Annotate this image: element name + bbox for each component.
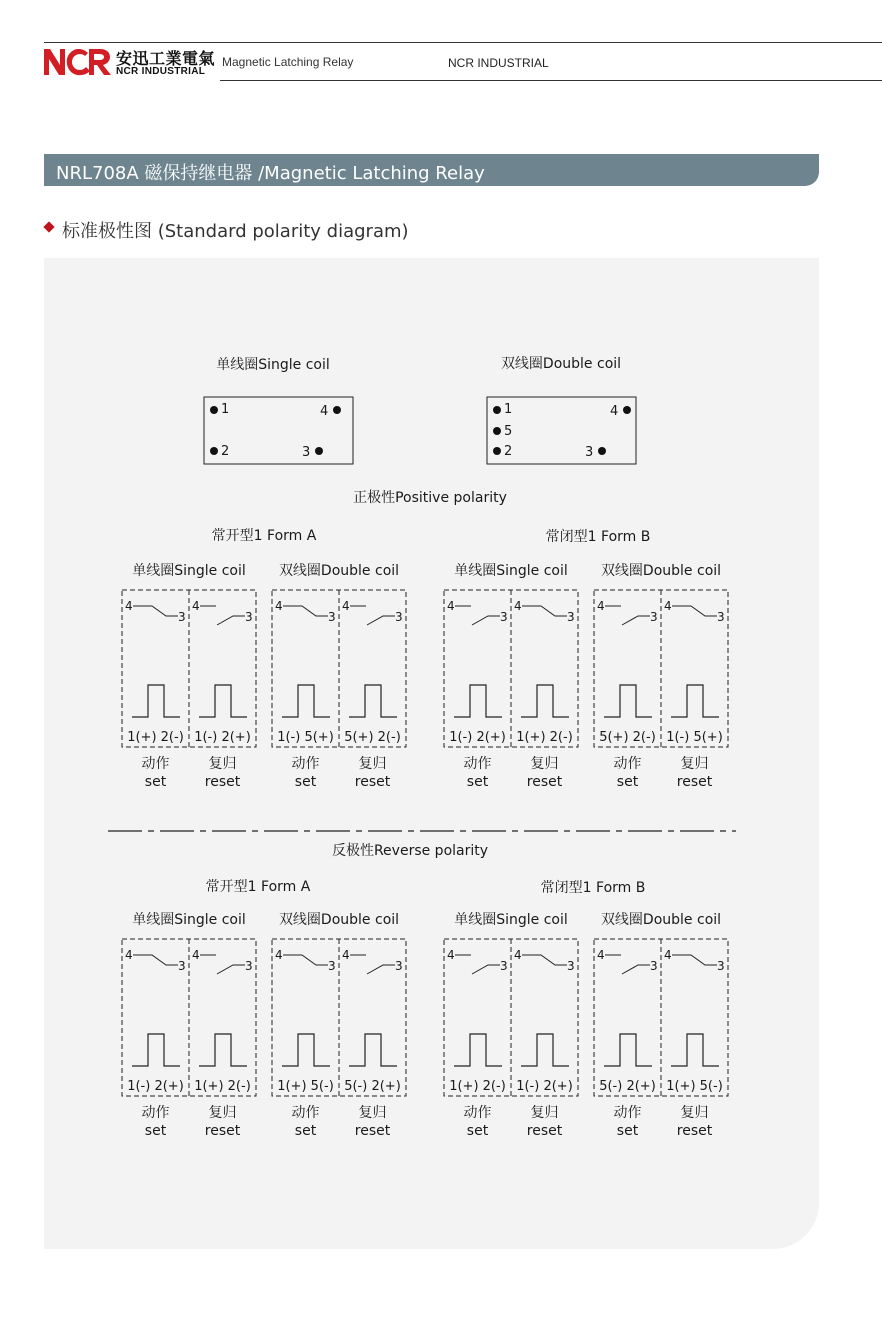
contact-terminal-4: 4 xyxy=(275,948,283,962)
action-label-en: set xyxy=(144,774,167,790)
pin-dot xyxy=(598,447,606,455)
action-label-cn: 复归 xyxy=(530,756,559,772)
coil-group-frame xyxy=(594,939,728,1096)
pin-label: 3 xyxy=(585,445,594,460)
relay-cell xyxy=(447,948,508,1139)
pinout-single-label: 单线圈Single coil xyxy=(216,357,330,373)
contact-terminal-3: 3 xyxy=(328,959,336,973)
relay-cell xyxy=(447,599,508,790)
contact-switch-open xyxy=(133,606,178,616)
terminal-polarity-label: 1(-) 2(+) xyxy=(449,730,506,745)
pin-dot xyxy=(493,427,501,435)
pin-dot xyxy=(315,447,323,455)
contact-switch-open xyxy=(283,606,328,616)
action-label-en: reset xyxy=(204,774,241,790)
relay-cell xyxy=(192,948,253,1139)
terminal-polarity-label: 5(-) 2(+) xyxy=(599,1079,656,1094)
terminal-polarity-label: 1(-) 2(+) xyxy=(194,730,251,745)
pinout-single-coil xyxy=(204,356,353,464)
contact-switch-open xyxy=(672,955,717,965)
pulse-waveform xyxy=(132,685,180,717)
action-label-en: reset xyxy=(354,774,391,790)
action-label-en: reset xyxy=(204,1123,241,1139)
relay-cell xyxy=(125,599,186,790)
pulse-waveform xyxy=(199,685,247,717)
coil-group-frame xyxy=(594,590,728,747)
reverse-polarity-label: 反极性Reverse polarity xyxy=(331,843,489,859)
pulse-waveform xyxy=(454,1034,502,1066)
action-label-en: reset xyxy=(676,774,713,790)
pin-dot xyxy=(623,406,631,414)
contact-terminal-3: 3 xyxy=(650,610,658,624)
terminal-polarity-label: 1(-) 2(+) xyxy=(516,1079,573,1094)
relay-cell xyxy=(664,599,725,790)
action-label-cn: 动作 xyxy=(463,756,492,772)
terminal-polarity-label: 1(+) 2(-) xyxy=(194,1079,251,1094)
contact-terminal-3: 3 xyxy=(500,610,508,624)
reverse-form-b-label: 常闭型1 Form B xyxy=(540,880,646,896)
contact-terminal-4: 4 xyxy=(125,599,133,613)
pin-dot xyxy=(493,447,501,455)
pulse-waveform xyxy=(671,685,719,717)
contact-terminal-4: 4 xyxy=(275,599,283,613)
action-label-en: reset xyxy=(354,1123,391,1139)
header-company-name: NCR INDUSTRIAL xyxy=(448,56,549,70)
action-label-cn: 动作 xyxy=(613,756,642,772)
contact-terminal-3: 3 xyxy=(650,959,658,973)
pulse-waveform xyxy=(454,685,502,717)
pin-label: 1 xyxy=(504,402,513,417)
pulse-waveform xyxy=(521,1034,569,1066)
reverse-form-a-label: 常开型1 Form A xyxy=(205,879,311,895)
pinout-double-coil xyxy=(487,355,636,464)
relay-cell xyxy=(342,599,403,790)
coil-group-frame xyxy=(272,590,406,747)
action-label-cn: 动作 xyxy=(141,756,170,772)
contact-switch-closed xyxy=(605,606,650,625)
pulse-waveform xyxy=(521,685,569,717)
pulse-waveform xyxy=(671,1034,719,1066)
contact-switch-closed xyxy=(200,955,245,974)
logo-chinese-name: 安迅工業電氣 xyxy=(116,49,216,68)
logo-english-name: NCR INDUSTRIAL xyxy=(116,66,206,77)
action-label-en: set xyxy=(616,774,639,790)
action-label-en: set xyxy=(466,774,489,790)
coil-group-frame xyxy=(444,590,578,747)
contact-terminal-4: 4 xyxy=(664,599,672,613)
relay-cell xyxy=(342,948,403,1139)
contact-terminal-4: 4 xyxy=(192,948,200,962)
reverse-coil-group xyxy=(272,911,406,1139)
terminal-polarity-label: 1(+) 5(-) xyxy=(666,1079,723,1094)
action-label-cn: 复归 xyxy=(358,756,387,772)
action-label-en: set xyxy=(616,1123,639,1139)
action-label-cn: 复归 xyxy=(530,1105,559,1121)
contact-switch-closed xyxy=(350,606,395,625)
contact-terminal-4: 4 xyxy=(597,599,605,613)
terminal-polarity-label: 5(-) 2(+) xyxy=(344,1079,401,1094)
action-label-en: set xyxy=(294,774,317,790)
pinout-double-label: 双线圈Double coil xyxy=(500,356,622,372)
action-label-cn: 动作 xyxy=(291,756,320,772)
relay-cell xyxy=(514,599,575,790)
contact-terminal-3: 3 xyxy=(328,610,336,624)
contact-terminal-3: 3 xyxy=(395,610,403,624)
contact-switch-closed xyxy=(605,955,650,974)
contact-terminal-4: 4 xyxy=(597,948,605,962)
action-label-cn: 动作 xyxy=(613,1105,642,1121)
relay-cell xyxy=(597,948,658,1139)
contact-terminal-4: 4 xyxy=(342,599,350,613)
contact-terminal-4: 4 xyxy=(514,599,522,613)
contact-terminal-3: 3 xyxy=(245,959,253,973)
pulse-waveform xyxy=(604,1034,652,1066)
action-label-en: reset xyxy=(676,1123,713,1139)
coil-group-frame xyxy=(444,939,578,1096)
coil-group-label: 单线圈Single coil xyxy=(454,563,568,579)
terminal-polarity-label: 1(-) 5(+) xyxy=(666,730,723,745)
contact-switch-open xyxy=(522,955,567,965)
contact-terminal-3: 3 xyxy=(178,610,186,624)
contact-switch-open xyxy=(522,606,567,616)
relay-cell xyxy=(597,599,658,790)
pin-label: 2 xyxy=(221,444,230,459)
title-bar-text: NRL708A 磁保持继电器 /Magnetic Latching Relay xyxy=(56,163,485,184)
contact-switch-closed xyxy=(200,606,245,625)
relay-cell xyxy=(192,599,253,790)
terminal-polarity-label: 1(-) 5(+) xyxy=(277,730,334,745)
pin-label: 1 xyxy=(221,402,230,417)
contact-terminal-4: 4 xyxy=(514,948,522,962)
contact-terminal-4: 4 xyxy=(447,948,455,962)
action-label-en: set xyxy=(294,1123,317,1139)
coil-group-frame xyxy=(122,939,256,1096)
contact-switch-closed xyxy=(455,606,500,625)
relay-cell xyxy=(275,948,336,1139)
coil-group-label: 单线圈Single coil xyxy=(132,912,246,928)
relay-cell xyxy=(125,948,186,1139)
pin-dot xyxy=(210,447,218,455)
terminal-polarity-label: 1(+) 2(-) xyxy=(449,1079,506,1094)
pin-label: 4 xyxy=(610,404,619,419)
pin-label: 2 xyxy=(504,444,513,459)
positive-coil-group xyxy=(594,562,728,790)
contact-switch-open xyxy=(283,955,328,965)
action-label-cn: 复归 xyxy=(680,756,709,772)
relay-cell xyxy=(514,948,575,1139)
contact-switch-closed xyxy=(455,955,500,974)
pulse-waveform xyxy=(282,685,330,717)
reverse-coil-group xyxy=(444,911,578,1139)
action-label-cn: 复归 xyxy=(208,1105,237,1121)
action-label-en: reset xyxy=(526,1123,563,1139)
coil-group-label: 双线圈Double coil xyxy=(278,912,400,928)
header-product-name: Magnetic Latching Relay xyxy=(222,55,354,69)
contact-terminal-3: 3 xyxy=(567,610,575,624)
contact-terminal-4: 4 xyxy=(192,599,200,613)
contact-terminal-4: 4 xyxy=(664,948,672,962)
positive-polarity-label: 正极性Positive polarity xyxy=(353,490,507,506)
terminal-polarity-label: 1(+) 2(-) xyxy=(516,730,573,745)
contact-terminal-4: 4 xyxy=(125,948,133,962)
contact-terminal-3: 3 xyxy=(245,610,253,624)
contact-terminal-4: 4 xyxy=(447,599,455,613)
contact-terminal-3: 3 xyxy=(500,959,508,973)
action-label-cn: 动作 xyxy=(463,1105,492,1121)
pulse-waveform xyxy=(349,685,397,717)
contact-switch-open xyxy=(133,955,178,965)
terminal-polarity-label: 1(+) 2(-) xyxy=(127,730,184,745)
action-label-cn: 复归 xyxy=(358,1105,387,1121)
action-label-cn: 复归 xyxy=(680,1105,709,1121)
coil-group-label: 单线圈Single coil xyxy=(132,563,246,579)
contact-switch-open xyxy=(672,606,717,616)
coil-group-label: 双线圈Double coil xyxy=(600,912,722,928)
terminal-polarity-label: 5(+) 2(-) xyxy=(599,730,656,745)
positive-coil-group xyxy=(444,562,578,790)
action-label-cn: 动作 xyxy=(141,1105,170,1121)
pulse-waveform xyxy=(132,1034,180,1066)
pin-label: 4 xyxy=(320,404,329,419)
action-label-cn: 动作 xyxy=(291,1105,320,1121)
section-title: 标准极性图 (Standard polarity diagram) xyxy=(62,221,409,242)
coil-group-label: 双线圈Double coil xyxy=(278,563,400,579)
pin-dot xyxy=(210,406,218,414)
contact-terminal-3: 3 xyxy=(178,959,186,973)
pulse-waveform xyxy=(199,1034,247,1066)
pin-dot xyxy=(493,406,501,414)
contact-terminal-3: 3 xyxy=(717,610,725,624)
action-label-cn: 复归 xyxy=(208,756,237,772)
positive-coil-group xyxy=(272,562,406,790)
positive-form-b-label: 常闭型1 Form B xyxy=(545,529,651,545)
positive-coil-group xyxy=(122,562,256,790)
positive-form-a-label: 常开型1 Form A xyxy=(211,528,317,544)
coil-group-label: 单线圈Single coil xyxy=(454,912,568,928)
contact-terminal-3: 3 xyxy=(395,959,403,973)
contact-terminal-3: 3 xyxy=(717,959,725,973)
terminal-polarity-label: 5(+) 2(-) xyxy=(344,730,401,745)
pin-dot xyxy=(333,406,341,414)
coil-group-frame xyxy=(122,590,256,747)
pin-label: 3 xyxy=(302,445,311,460)
relay-cell xyxy=(275,599,336,790)
reverse-coil-group xyxy=(594,911,728,1139)
action-label-en: reset xyxy=(526,774,563,790)
contact-switch-closed xyxy=(350,955,395,974)
contact-terminal-3: 3 xyxy=(567,959,575,973)
reverse-coil-group xyxy=(122,911,256,1139)
action-label-en: set xyxy=(144,1123,167,1139)
contact-terminal-4: 4 xyxy=(342,948,350,962)
terminal-polarity-label: 1(-) 2(+) xyxy=(127,1079,184,1094)
coil-group-label: 双线圈Double coil xyxy=(600,563,722,579)
pin-label: 5 xyxy=(504,424,513,439)
coil-group-frame xyxy=(272,939,406,1096)
terminal-polarity-label: 1(+) 5(-) xyxy=(277,1079,334,1094)
action-label-en: set xyxy=(466,1123,489,1139)
pulse-waveform xyxy=(349,1034,397,1066)
relay-cell xyxy=(664,948,725,1139)
pulse-waveform xyxy=(604,685,652,717)
pulse-waveform xyxy=(282,1034,330,1066)
